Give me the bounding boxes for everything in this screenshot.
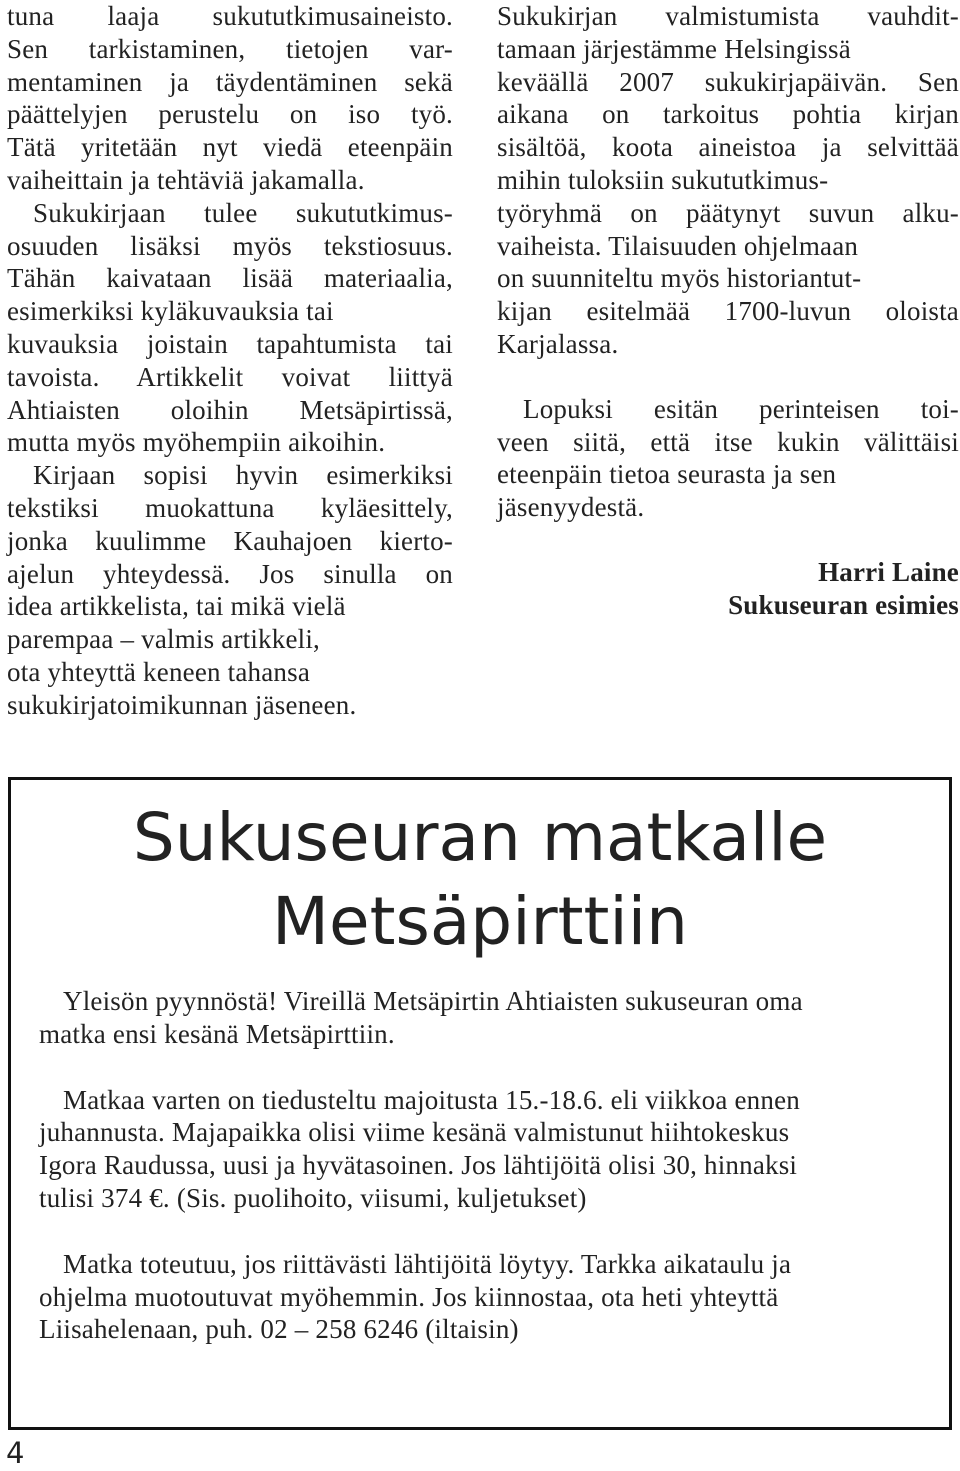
right-line: eteenpäin tietoa seurasta ja sen xyxy=(497,459,837,490)
left-line: mentaminen ja täydentäminen sekä xyxy=(7,66,453,97)
announcement-line: tulisi 374 €. (Sis. puolihoito, viisumi, kuljetukset) xyxy=(39,1182,587,1213)
left-line: ota yhteyttä keneen tahansa xyxy=(7,656,311,687)
left-line: jonka kuulimme Kauhajoen kierto- xyxy=(7,525,453,556)
left-line: sukukirjatoimikunnan jäseneen. xyxy=(7,689,357,720)
announcement-line: matka ensi kesänä Metsäpirttiin. xyxy=(39,1018,395,1049)
announcement-line: Matkaa varten on tiedusteltu majoitusta 15.-18.6. eli viikkoa ennen xyxy=(63,1084,800,1115)
left-line: Sen tarkistaminen, tietojen var- xyxy=(7,33,453,64)
right-line: työryhmä on päätynyt suvun alku- xyxy=(497,197,959,228)
right-line: jäsenyydestä. xyxy=(497,492,645,523)
announcement-paragraph xyxy=(39,1248,939,1346)
left-line: parempaa – valmis artikkeli, xyxy=(7,624,320,655)
announcement-body xyxy=(39,985,939,1379)
announcement-paragraph xyxy=(39,985,939,1051)
left-line: ajelun yhteydessä. Jos sinulla on xyxy=(7,558,453,589)
right-line: aikana on tarkoitus pohtia kirjan xyxy=(497,99,959,130)
left-line: tekstiksi muokattuna kyläesittely, xyxy=(7,492,453,523)
announcement-line: Yleisön pyynnöstä! Vireillä Metsäpirtin Ahtiaisten sukuseuran oma xyxy=(63,986,803,1016)
right-line: keväällä 2007 sukukirjapäivän. Sen xyxy=(497,66,959,97)
right-line: sisältöä, koota aineistoa ja selvittää xyxy=(497,132,959,163)
right-line: on suunniteltu myös historiantut- xyxy=(497,263,862,294)
left-line: esimerkiksi kyläkuvauksia tai xyxy=(7,296,334,327)
left-line: vaiheittain ja tehtäviä jakamalla. xyxy=(7,164,365,195)
announcement-line: Liisahelenaan, puh. 02 – 258 6246 (iltaisin) xyxy=(39,1314,519,1345)
announcement-line: juhannusta. Majapaikka olisi viime kesänä valmistunut hiihtokeskus xyxy=(39,1117,790,1148)
left-line: tavoista. Artikkelit voivat liittyä xyxy=(7,361,453,392)
left-line: Sukukirjaan tulee sukututkimus- xyxy=(33,197,453,228)
signature-title: Sukuseuran esimies xyxy=(728,589,959,620)
left-line: Tähän kaivataan lisää materiaalia, xyxy=(7,263,453,294)
right-line: veen siitä, että itse kukin välittäisi xyxy=(497,426,959,457)
left-line: päättelyjen perustelu on iso työ. xyxy=(7,99,453,130)
right-line: Karjalassa. xyxy=(497,328,619,359)
left-line: tuna laaja sukututkimusaineisto. xyxy=(7,1,453,31)
left-line: Ahtiaisten oloihin Metsäpirtissä, xyxy=(7,394,453,425)
announcement-line: ohjelma muotoutuvat myöhemmin. Jos kiinnostaa, ota heti yhteyttä xyxy=(39,1281,779,1312)
left-line: Tätä yritetään nyt viedä eteenpäin xyxy=(7,132,453,163)
announcement-line: Igora Raudussa, uusi ja hyvätasoinen. Jos lähtijöitä olisi 30, hinnaksi xyxy=(39,1150,798,1181)
announcement-title-line: Metsäpirttiin xyxy=(272,883,688,960)
announcement-title xyxy=(11,796,949,964)
left-text-column xyxy=(7,0,453,722)
left-line: idea artikkelista, tai mikä vielä xyxy=(7,591,346,622)
right-line: mihin tuloksiin sukututkimus- xyxy=(497,164,829,195)
trip-announcement-box xyxy=(8,777,952,1430)
left-line: Kirjaan sopisi hyvin esimerkiksi xyxy=(33,460,453,491)
right-line: tamaan järjestämme Helsingissä xyxy=(497,33,851,64)
left-line: kuvauksia joistain tapahtumista tai xyxy=(7,328,453,359)
announcement-title-line: Sukuseuran matkalle xyxy=(132,799,828,876)
page-number: 4 xyxy=(6,1436,25,1470)
left-line: mutta myös myöhempiin aikoihin. xyxy=(7,427,386,458)
announcement-line: Matka toteutuu, jos riittävästi lähtijöitä löytyy. Tarkka aikataulu ja xyxy=(63,1248,792,1279)
left-line: osuuden lisäksi myös tekstiosuus. xyxy=(7,230,453,261)
signature-name: Harri Laine xyxy=(818,556,959,587)
right-line: vaiheista. Tilaisuuden ohjelmaan xyxy=(497,230,859,261)
right-line: Lopuksi esitän perinteisen toi- xyxy=(523,393,959,424)
right-line: kijan esitelmää 1700-luvun oloista xyxy=(497,296,959,327)
right-line: Sukukirjan valmistumista vauhdit- xyxy=(497,1,959,31)
right-text-column xyxy=(497,0,959,622)
announcement-paragraph xyxy=(39,1084,939,1215)
